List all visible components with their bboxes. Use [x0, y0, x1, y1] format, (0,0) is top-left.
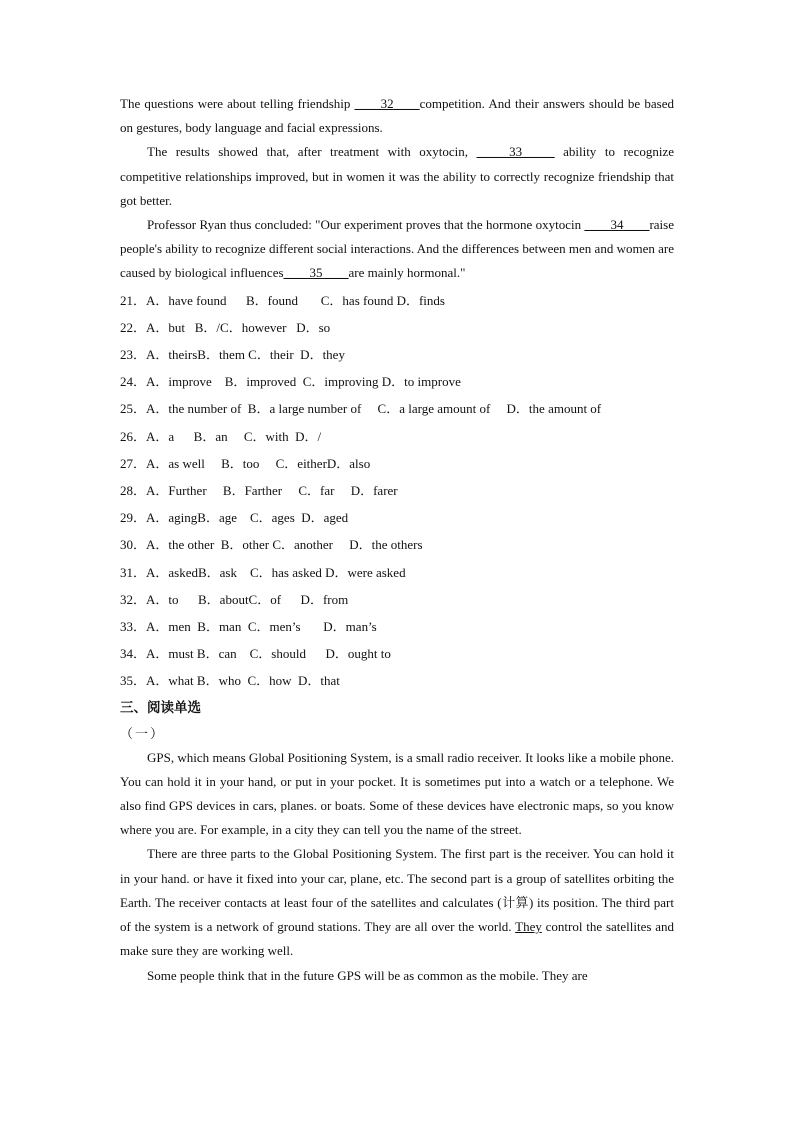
cloze-text: raise people's ability to recognize different social interactions. And the differences between men and women are caused by biological influences [120, 217, 674, 281]
question-text: 33．A．men B．man C．men’s D．man’s [120, 619, 377, 635]
cloze-paragraph [120, 213, 674, 286]
cloze-blank: ____34____ [584, 217, 650, 233]
cloze-text: The questions were about telling friendship [120, 96, 355, 111]
section-heading: 三、阅读单选 [120, 699, 201, 716]
question-text: 26．A．a B．an C．with D．/ [120, 428, 322, 444]
cloze-blank: _____33_____ [476, 144, 555, 160]
question-text: 34．A．must B．can C．should D．ought to [120, 646, 391, 662]
question-text: 31．A．askedB．ask C．has asked D．were asked [120, 564, 406, 580]
question-text: 23．A．theirsB．them C．their D．they [120, 347, 345, 363]
reading-paragraph-3: Some people think that in the future GPS will be as common as the mobile. They are [147, 967, 588, 983]
cloze-blank: ____35____ [283, 265, 349, 281]
question-text: 29．A．agingB．age C．ages D．aged [120, 510, 349, 526]
question-row [120, 341, 674, 368]
question-text: 27．A．as well B．too C．eitherD．also [120, 455, 371, 471]
question-row [120, 423, 674, 450]
question-options-list [120, 287, 674, 695]
question-row [120, 640, 674, 667]
question-row [120, 613, 674, 640]
cloze-passage [120, 92, 674, 286]
question-row [120, 287, 674, 314]
reading-paragraph-2 [120, 842, 674, 963]
question-row [120, 450, 674, 477]
cloze-paragraph [120, 92, 674, 140]
cloze-text: competition. And their answers should be based on gestures, body language and facial expressions. [120, 96, 674, 136]
question-text: 25．A．the number of B．a large number of C．a large amount of D．the amount of [120, 401, 602, 417]
question-row [120, 477, 674, 504]
underlined-word: They [515, 919, 542, 935]
question-text: 35．A．what B．who C．how D．that [120, 673, 340, 689]
cloze-text: ability to recognize competitive relationships improved, but in women it was the ability to correctly recognize friendship that got better. [120, 144, 674, 208]
question-text: 32．A．to B．aboutC．of D．from [120, 591, 349, 607]
question-text: 21．A．have found B．found C．has found D．finds [120, 292, 445, 308]
question-text: 24．A．improve B．improved C．improving D．to improve [120, 374, 461, 390]
question-row [120, 559, 674, 586]
question-row [120, 314, 674, 341]
cloze-paragraph [120, 140, 674, 213]
reading-paragraph-2-tail: control the satellites and make sure they are working well. [120, 919, 674, 959]
document-page [120, 92, 674, 988]
reading-paragraph-2-text: There are three parts to the Global Positioning System. The first part is the receiver. You can hold it in your hand. or have it fixed into your car, plane, etc. The second part is a group of satellites orbiting the Earth. The receiver contacts at least four of the satellites and calculates (计算) its position. The third part of the system is a network of ground stations. They are all over the world. [120, 846, 674, 935]
question-text: 30．A．the other B．other C．another D．the others [120, 537, 423, 553]
question-row [120, 504, 674, 531]
cloze-text: The results showed that, after treatment with oxytocin, [147, 144, 477, 160]
question-row [120, 667, 674, 694]
cloze-text: Professor Ryan thus concluded: "Our experiment proves that the hormone oxytocin [147, 217, 585, 233]
question-row [120, 531, 674, 558]
question-row [120, 586, 674, 613]
cloze-blank: ____32____ [354, 96, 420, 111]
reading-paragraph-1: GPS, which means Global Positioning System, is a small radio receiver. It looks like a mobile phone. You can hold it in your hand, or put in your pocket. It is sometimes put into a watch or a telephone. We also find GPS devices in cars, planes. or boats. Some of these devices have electronic maps, so you know where you are. For example, in a city they can tell you the name of the street. [120, 749, 674, 838]
question-row [120, 395, 674, 422]
cloze-text: are mainly hormonal." [348, 265, 466, 281]
question-row [120, 368, 674, 395]
question-text: 22．A．but B．/C．however D．so [120, 319, 331, 335]
question-text: 28．A．Further B．Farther C．far D．farer [120, 483, 398, 499]
sub-heading: （一） [120, 725, 166, 741]
